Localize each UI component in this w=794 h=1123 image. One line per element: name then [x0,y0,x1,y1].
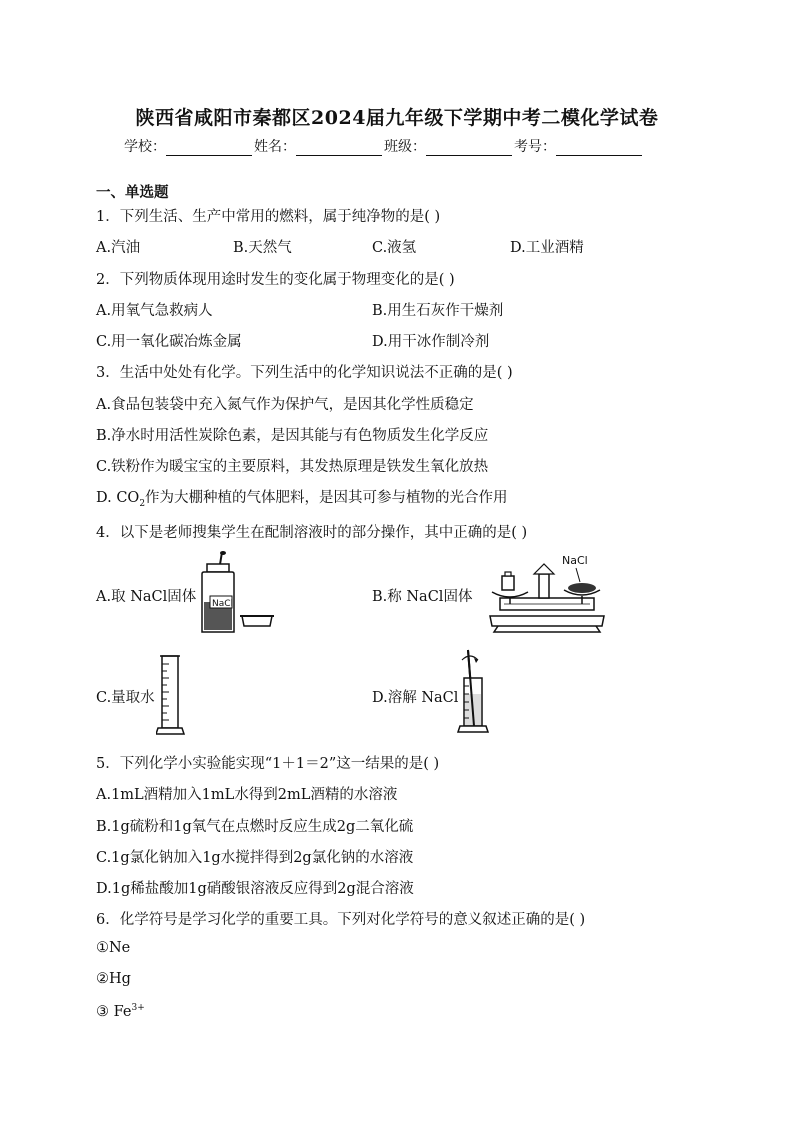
graduated-cylinder-figure [156,652,186,738]
class-blank[interactable] [426,141,512,156]
q6-item-3-charge: 3+ [131,1003,145,1013]
q3-d-text: 作为大棚种植的气体肥料，是因其可参与植物的光合作用 [145,490,508,506]
q5-stem: 5．下列化学小实验能实现“1＋1＝2”这一结果的是( ) [96,756,440,772]
q4-option-d[interactable]: D.溶解 NaCl [372,690,459,706]
q4-stem: 4．以下是老师搜集学生在配制溶液时的部分操作，其中正确的是( ) [96,525,528,541]
balance-base-icon [490,616,604,626]
q1-stem: 1．下列生活、生产中常用的燃料，属于纯净物的是( ) [96,209,441,225]
school-label: 学校： [124,139,166,155]
student-info-row [124,136,644,156]
q1-option-d[interactable]: D.工业酒精 [510,240,584,256]
q1-option-c[interactable]: C.液氢 [372,240,417,256]
number-blank[interactable] [556,141,642,156]
q5-option-b[interactable]: B.1g硫粉和1g氧气在点燃时反应生成2g二氧化硫 [96,819,414,835]
q3-option-d[interactable] [96,486,508,509]
q6-item-2: ②Hg [96,971,131,987]
q4-option-c[interactable]: C.量取水 [96,690,155,706]
q2-stem: 2．下列物质体现用途时发生的变化属于物理变化的是( ) [96,272,455,288]
q6-item-3-text: ③ Fe [96,1003,132,1020]
q1-option-b[interactable]: B.天然气 [233,240,292,256]
balance-label: NaCl [562,554,588,567]
q1-option-a[interactable]: A.汽油 [96,240,141,256]
class-label: 班级： [384,139,426,155]
section-heading: 一、单选题 [96,184,169,201]
q2-option-d[interactable]: D.用干冰作制冷剂 [372,334,490,350]
bottle-label: NaCl [212,599,234,609]
q3-option-a[interactable]: A.食品包装袋中充入氮气作为保护气，是因其化学性质稳定 [96,397,474,413]
q5-option-d[interactable]: D.1g稀盐酸加1g硝酸银溶液反应得到2g混合溶液 [96,881,414,897]
q6-item-3 [96,1003,145,1020]
q6-stem: 6．化学符号是学习化学的重要工具。下列对化学符号的意义叙述正确的是( ) [96,912,586,928]
q3-option-b[interactable]: B.净水时用活性炭除色素，是因其能与有色物质发生化学反应 [96,428,489,444]
q5-option-a[interactable]: A.1mL酒精加入1mL水得到2mL酒精的水溶液 [96,787,398,803]
reagent-bottle-figure [190,550,280,636]
q3-d-prefix: D. CO [96,490,140,506]
name-blank[interactable] [296,141,382,156]
q6-item-1: ①Ne [96,940,131,956]
q2-option-c[interactable]: C.用一氧化碳冶炼金属 [96,334,242,350]
q3-option-c[interactable]: C.铁粉作为暖宝宝的主要原料，其发热原理是铁发生氧化放热 [96,459,489,475]
school-blank[interactable] [166,141,252,156]
q3-stem: 3．生活中处处有化学。下列生活中的化学知识说法不正确的是( ) [96,365,513,381]
q5-option-c[interactable]: C.1g氯化钠加入1g水搅拌得到2g氯化钠的水溶液 [96,850,414,866]
page-title: 陕西省咸阳市秦都区2024届九年级下学期中考二模化学试卷 [135,107,659,129]
salt-pile-icon [568,583,596,593]
name-label: 姓名： [254,139,296,155]
dissolving-figure [456,648,496,738]
stopper-dish-icon [242,616,272,626]
q4-option-b[interactable]: B.称 NaCl固体 [372,589,473,605]
number-label: 考号： [514,139,556,155]
q4-option-a[interactable]: A.取 NaCl固体 [96,589,197,605]
q2-option-b[interactable]: B.用生石灰作干燥剂 [372,303,504,319]
q2-option-a[interactable]: A.用氧气急救病人 [96,303,213,319]
weight-icon [502,576,514,590]
balance-figure [484,552,610,634]
q3-d-subscript: 2 [139,498,146,509]
